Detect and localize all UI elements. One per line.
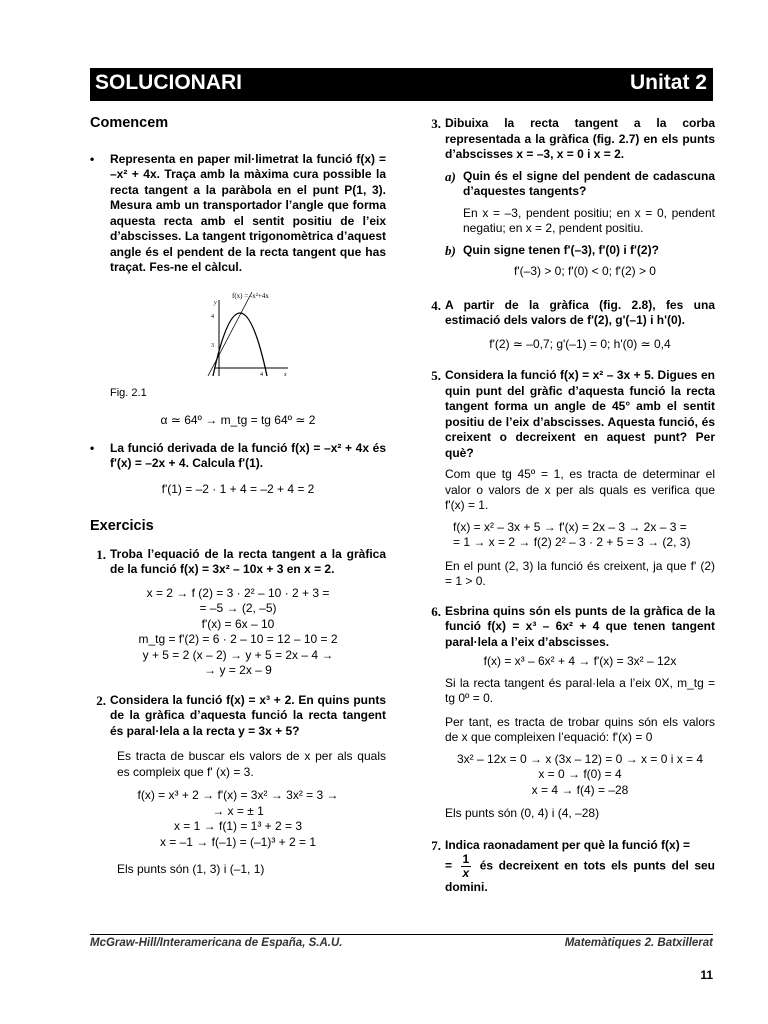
exercise-3-number: 3. xyxy=(431,116,441,131)
exercise-6-number: 6. xyxy=(431,603,441,619)
y-tick-4: 4 xyxy=(211,313,214,320)
parabola-graph xyxy=(90,290,386,380)
exercise-2-number: 2. xyxy=(96,692,106,708)
exercise-3a-text: Quin és el signe del pendent de cadascuna d’aquestes tangents? xyxy=(463,168,715,198)
exercise-6-text: Esbrina quins són els punts de la gràfica de la funció f(x) = x³ – 6x² + 4 que tenen tangent paral·lela a l’eix d’abscisses. xyxy=(445,603,715,649)
bullet-2-text: La funció derivada de la funció f(x) = –x² + 4x és f'(x) = –2x + 4. Calcula f'(1). xyxy=(110,440,386,470)
bullet-1: • Representa en paper mil·limetrat la funció f(x) = –x² + 4x. Traça amb la màxima cura possible la recta tangent a la paràbola en el punt P(1, 3). Mesura amb un transportador l’angle que forma aquesta recta amb el sentit positiu de l’eix d’abscisses. La tangent trigonomètrica d’aquest angle és el pendent de la recta tangent que has traçat. Fes-ne el càlcul. xyxy=(90,151,386,274)
solution-line: x = –1 → f(–1) = (–1)³ + 2 = 1 xyxy=(159,834,317,849)
x-axis-label: x xyxy=(284,371,287,378)
curve-label: f(x) = -x²+4x xyxy=(232,291,269,300)
bullet-1-text: Representa en paper mil·limetrat la funció f(x) = –x² + 4x. Traça amb la màxima cura possible la recta tangent a la paràbola en el punt P(1, 3). Mesura amb un transportador l’angle que forma aquesta recta amb el sentit positiu de l’eix d’abscisses. La tangent trigonomètrica d’aquest angle és el pendent de la recta tangent que has traçat. Fes-ne el càlcul. xyxy=(110,151,386,274)
bullet-2: • La funció derivada de la funció f(x) = –x² + 4x és f'(x) = –2x + 4. Calcula f'(1). xyxy=(90,440,386,470)
solution-line: m_tg = f'(2) = 6 · 2 – 10 = 12 – 10 = 2 xyxy=(138,632,338,646)
exercise-3b-text: Quin signe tenen f'(–3), f'(0) i f'(2)? xyxy=(463,242,659,257)
figure-caption: Fig. 2.1 xyxy=(110,386,147,399)
header-unit: Unitat 2 xyxy=(629,71,707,94)
exercise-1-number: 1. xyxy=(96,546,106,562)
solution-line: y + 5 = 2 (x – 2) → y + 5 = 2x – 4 → xyxy=(142,647,334,662)
header-bar xyxy=(90,68,713,101)
exercise-3b xyxy=(425,243,715,259)
header-title: SOLUCIONARI xyxy=(95,71,242,94)
exercise-4 xyxy=(425,298,715,329)
exercise-1-solution xyxy=(90,586,386,679)
exercise-6-p2: Per tant, es tracta de trobar quins són els valors de x que compleixen l’equació: f'(x) = 0 xyxy=(445,714,715,744)
exercise-7-text-a: Indica raonadament per què la funció f(x) = xyxy=(445,837,691,852)
exercise-4-text: A partir de la gràfica (fig. 2.8), fes una estimació dels valors de f'(2), g'(–1) i h'(0). xyxy=(445,297,715,327)
exercise-7-eq: = xyxy=(445,858,453,873)
exercise-5-number: 5. xyxy=(431,368,441,383)
figure-2-1 xyxy=(90,290,386,380)
exercise-1 xyxy=(90,547,386,578)
footer-publisher: McGraw-Hill/Interamericana de España, S.A.U. xyxy=(90,937,343,949)
solution-line: x = 1 → f(1) = 1³ + 2 = 3 xyxy=(173,819,303,833)
exercise-5-solution xyxy=(425,520,715,551)
bullet-1-answer: α ≃ 64º → m_tg = tg 64º ≃ 2 xyxy=(160,413,316,427)
solution-line: x = 4 → f(4) = –28 xyxy=(531,782,629,797)
exercise-2-end: Els punts són (1, 3) i (–1, 1) xyxy=(117,862,265,876)
exercise-6-line1: f(x) = x³ – 6x² + 4 → f'(x) = 3x² – 12x xyxy=(483,654,677,668)
solution-line: → x = ± 1 xyxy=(212,803,264,818)
section-title-exercicis: Exercicis xyxy=(90,518,154,534)
exercise-3-text: Dibuixa la recta tangent a la corba representada a la gràfica (fig. 2.7) en els punts d’abscisses x = –3, x = 0 i x = 2. xyxy=(445,116,715,161)
solution-line: = –5 → (2, –5) xyxy=(199,601,277,615)
bullet-2-answer: f'(1) = –2 · 1 + 4 = –2 + 4 = 2 xyxy=(161,481,315,496)
exercise-4-number: 4. xyxy=(431,297,441,313)
exercise-7-text-b: és decreixent en tots els punts del seu domini. xyxy=(445,858,715,894)
y-tick-3: 3 xyxy=(211,342,214,349)
exercise-7-number: 7. xyxy=(431,837,441,853)
y-axis-label: y xyxy=(214,299,217,306)
solution-line: f'(x) = 6x – 10 xyxy=(201,616,275,631)
exercise-5 xyxy=(425,368,715,461)
exercise-4-answer: f'(2) ≃ –0,7; g'(–1) = 0; h'(0) ≃ 0,4 xyxy=(489,336,671,351)
exercise-1-text: Troba l’equació de la recta tangent a la gràfica de la funció f(x) = 3x² – 10x + 3 en x = 2. xyxy=(110,546,386,576)
parabola-curve xyxy=(213,313,267,376)
solution-line: x = 0 → f(0) = 4 xyxy=(538,767,622,781)
exercise-5-text: Considera la funció f(x) = x² – 3x + 5. Digues en quin punt del gràfic d’aquesta funció la recta tangent forma un angle de 45° amb el sentit positiu de l’eix d’abscisses. Aquesta funció, és creixent o decreixent en aquest punt? Per què? xyxy=(445,368,715,460)
exercise-2-solution xyxy=(90,788,386,850)
exercise-3a-mark: a) xyxy=(445,168,456,184)
fraction-denominator: x xyxy=(462,866,470,880)
solution-line: f(x) = x² – 3x + 5 → f'(x) = 2x – 3 → 2x – 3 = xyxy=(453,519,687,534)
right-column xyxy=(425,116,715,896)
solution-line: x = 2 → f (2) = 3 · 2² – 10 · 2 + 3 = xyxy=(146,585,330,600)
page-number: 11 xyxy=(700,968,713,982)
solution-line: = 1 → x = 2 → f(2) 2² – 3 · 2 + 5 = 3 → (2, 3) xyxy=(453,535,691,549)
left-column xyxy=(90,116,386,878)
footer-book-title: Matemàtiques 2. Batxillerat xyxy=(564,937,713,949)
fraction-numerator: 1 xyxy=(462,852,470,866)
exercise-6 xyxy=(425,604,715,651)
exercise-6-solution xyxy=(425,752,715,799)
solution-line: f(x) = x³ + 2 → f'(x) = 3x² → 3x² = 3 → xyxy=(137,788,339,802)
solution-line: → y = 2x – 9 xyxy=(204,663,272,677)
exercise-2-intro: Es tracta de buscar els valors de x per als quals es compleix que f' (x) = 3. xyxy=(117,749,386,779)
exercise-3a xyxy=(425,169,715,200)
exercise-3a-answer: En x = –3, pendent positiu; en x = 0, pendent negatiu; en x = 2, pendent positiu. xyxy=(463,205,715,235)
exercise-6-p1: Si la recta tangent és paral·lela a l’eix 0X, m_tg = tg 0º = 0. xyxy=(445,675,715,705)
fraction-one-over-x xyxy=(461,853,472,880)
section-title-comencem: Comencem xyxy=(90,115,169,131)
exercise-5-intro: Com que tg 45º = 1, es tracta de determinar el valor o valors de x per als quals es verifica que f'(x) = 1. xyxy=(445,467,715,512)
exercise-6-end: Els punts són (0, 4) i (4, –28) xyxy=(445,806,600,820)
solution-line: 3x² – 12x = 0 → x (3x – 12) = 0 → x = 0 i x = 4 xyxy=(456,751,704,766)
exercise-3 xyxy=(425,116,715,163)
exercise-3b-mark: b) xyxy=(445,242,456,258)
exercise-7 xyxy=(425,838,715,896)
x-tick-4: 4 xyxy=(260,371,263,378)
exercise-3b-answer: f'(–3) > 0; f'(0) < 0; f'(2) > 0 xyxy=(514,264,656,278)
exercise-5-end: En el punt (2, 3) la funció és creixent, ja que f' (2) = 1 > 0. xyxy=(445,558,715,588)
exercise-2 xyxy=(90,693,386,740)
exercise-2-text: Considera la funció f(x) = x³ + 2. En quins punts de la gràfica d’aquesta funció la recta tangent és paral·lela a la recta y = 3x + 5? xyxy=(110,692,386,738)
footer-divider xyxy=(90,934,713,935)
